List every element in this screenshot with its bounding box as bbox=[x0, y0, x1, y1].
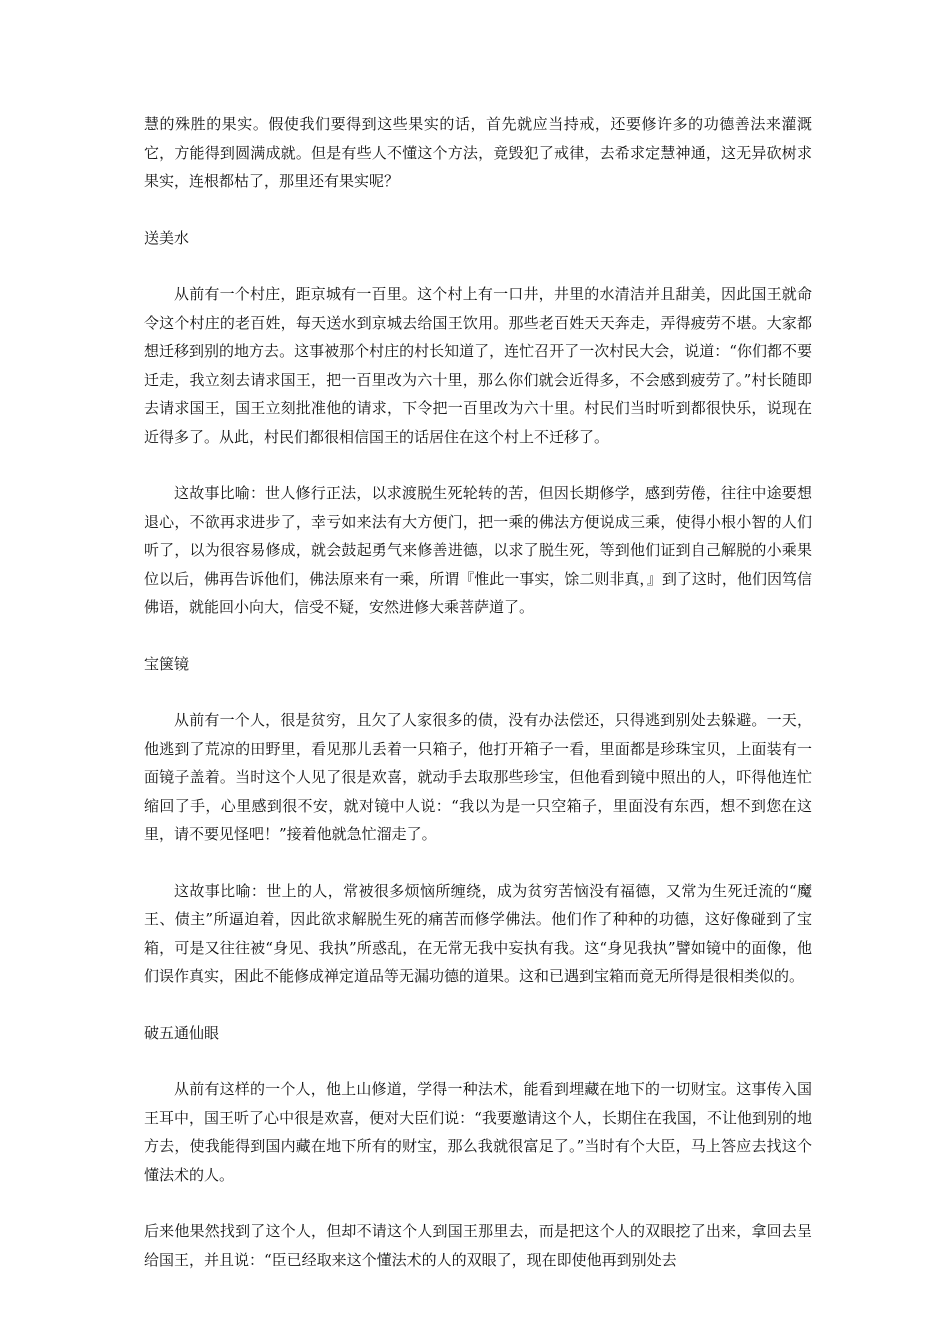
paragraph-song-mei-shui-story: 从前有一个村庄，距京城有一百里。这个村上有一口井，井里的水清洁并且甜美，因此国王就命令这个村庄的老百姓，每天送水到京城去给国王饮用。那些老百姓天天奔走，弄得疲劳不堪。大家都想迁移到别的地方去。这事被那个村庄的村长知道了，连忙召开了一次村民大会，说道：“你们都不要迁走，我立刻去请求国王，把一百里改为六十里，那么你们就会近得多，不会感到疲劳了。”村长随即去请求国王，国王立刻批准他的请求，下令把一百里改为六十里。村民们当时听到都很快乐，说现在近得多了。从此，村民们都很相信国王的话居住在这个村上不迁移了。 bbox=[144, 285, 812, 446]
section-title-bao-qie-jing: 宝箧镜 bbox=[144, 654, 190, 673]
section-title-song-mei-shui: 送美水 bbox=[144, 228, 190, 247]
paragraph-bao-qie-jing-moral: 这故事比喻：世上的人，常被很多烦恼所缠绕，成为贫穷苦恼没有福德，又常为生死迁流的“魔王、债主”所逼迫着，因此欲求解脱生死的痛苦而修学佛法。他们作了种种的功德，这好像碰到了宝箱，可是又往往被“身见、我执”所惑乱，在无常无我中妄执有我。这“身见我执”譬如镜中的面像，他们误作真实，困此不能修成禅定道品等无漏功德的道果。这和已遇到宝箱而竟无所得是很相类似的。 bbox=[144, 881, 812, 985]
paragraph-intro-continued: 慧的殊胜的果实。假使我们要得到这些果实的话，首先就应当持戒，还要修许多的功德善法来灌溉它，方能得到圆满成就。但是有些人不懂这个方法，竟毁犯了戒律，去希求定慧神通，这无异砍树求果实，连根都枯了，那里还有果实呢？ bbox=[144, 115, 812, 190]
paragraph-po-wu-tong-story: 从前有这样的一个人，他上山修道，学得一种法术，能看到埋藏在地下的一切财宝。这事传入国王耳中，国王听了心中很是欢喜，便对大臣们说：“我要邀请这个人，长期住在我国，不让他到别的地方去，使我能得到国内藏在地下所有的财宝，那么我就很富足了。”当时有个大臣，马上答应去找这个懂法术的人。 bbox=[144, 1080, 812, 1184]
paragraph-song-mei-shui-moral: 这故事比喻：世人修行正法，以求渡脱生死轮转的苦，但因长期修学，感到劳倦，往往中途要想退心，不欲再求进步了，幸亏如来法有大方便门，把一乘的佛法方便说成三乘，使得小根小智的人们听了，以为很容易修成，就会鼓起勇气来修善进德，以求了脱生死，等到他们证到自己解脱的小乘果位以后，佛再告诉他们，佛法原来有一乘，所谓『惟此一事实，馀二则非真，』到了这时，他们因笃信佛语，就能回小向大，信受不疑，安然进修大乘菩萨道了。 bbox=[144, 484, 812, 616]
paragraph-po-wu-tong-continued: 后来他果然找到了这个人，但却不请这个人到国王那里去，而是把这个人的双眼挖了出来，拿回去呈给国王，并且说：“臣已经取来这个懂法术的人的双眼了，现在即使他再到别处去 bbox=[144, 1222, 812, 1269]
section-title-po-wu-tong-xian-yan: 破五通仙眼 bbox=[144, 1023, 220, 1042]
paragraph-bao-qie-jing-story: 从前有一个人，很是贫穷，且欠了人家很多的债，没有办法偿还，只得逃到别处去躲避。一天，他逃到了荒凉的田野里，看见那儿丢着一只箱子，他打开箱子一看，里面都是珍珠宝贝，上面装有一面镜子盖着。当时这个人见了很是欢喜，就动手去取那些珍宝，但他看到镜中照出的人，吓得他连忙缩回了手，心里感到很不安，就对镜中人说：“我以为是一只空箱子，里面没有东西，想不到您在这里，请不要见怪吧！”接着他就急忙溜走了。 bbox=[144, 711, 812, 843]
document-body bbox=[144, 110, 812, 1274]
